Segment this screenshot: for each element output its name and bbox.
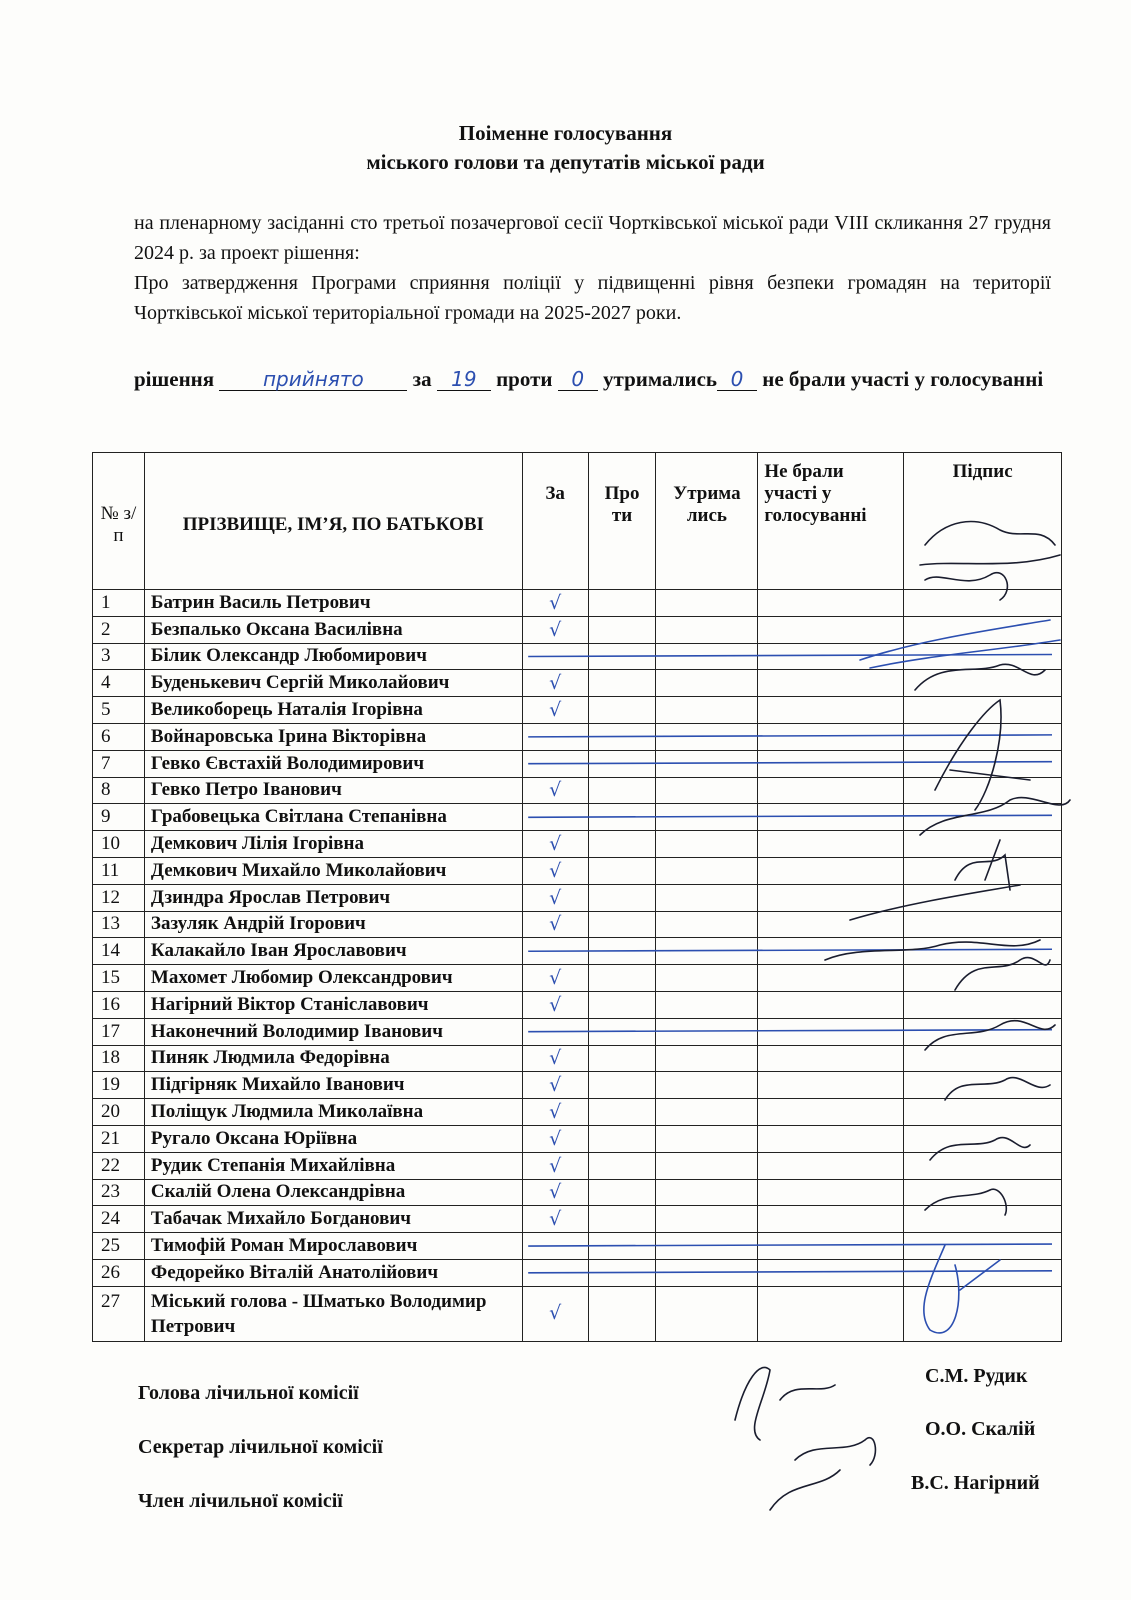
vote-not-voted-cell (758, 616, 904, 643)
vote-for-cell: √ (522, 1206, 588, 1233)
signature-cell (904, 1233, 1062, 1260)
member-name: Підгірняк Михайло Іванович (144, 1072, 522, 1099)
table-row (93, 643, 1062, 670)
vote-for-cell (522, 1018, 588, 1045)
member-name: Безпалько Оксана Василівна (144, 616, 522, 643)
for-label: за (412, 367, 432, 391)
signature-scribble (735, 1367, 835, 1440)
table-row (93, 831, 1062, 858)
vote-abstained-cell (656, 1018, 758, 1045)
table-row (93, 991, 1062, 1018)
vote-for-cell: √ (522, 1072, 588, 1099)
table-row (93, 938, 1062, 965)
table-row (93, 1045, 1062, 1072)
vote-not-voted-cell (758, 804, 904, 831)
table-row (93, 670, 1062, 697)
vote-not-voted-cell (758, 670, 904, 697)
signature-cell (904, 777, 1062, 804)
vote-for-cell: √ (522, 884, 588, 911)
against-label: проти (496, 367, 553, 391)
table-row (93, 750, 1062, 777)
vote-against-cell (588, 884, 656, 911)
table-row (93, 857, 1062, 884)
row-number: 21 (93, 1125, 145, 1152)
signature-cell (904, 804, 1062, 831)
vote-for-cell: √ (522, 831, 588, 858)
header-num: № з/п (93, 453, 145, 590)
row-number: 12 (93, 884, 145, 911)
vote-not-voted-cell (758, 750, 904, 777)
header-abstained: Утрима лись (656, 453, 758, 590)
vote-abstained-cell (656, 1125, 758, 1152)
row-number: 25 (93, 1233, 145, 1260)
member-name: Махомет Любомир Олександрович (144, 965, 522, 992)
member-name: Поліщук Людмила Миколаївна (144, 1099, 522, 1126)
vote-against-cell (588, 938, 656, 965)
member-name: Гевко Петро Іванович (144, 777, 522, 804)
vote-not-voted-cell (758, 991, 904, 1018)
signature-cell (904, 1259, 1062, 1286)
vote-for-cell: √ (522, 1125, 588, 1152)
vote-for-cell: √ (522, 1045, 588, 1072)
header-signature: Підпис (904, 453, 1062, 590)
signature-cell (904, 697, 1062, 724)
vote-against-cell (588, 1233, 656, 1260)
signature-cell (904, 857, 1062, 884)
vote-not-voted-cell (758, 857, 904, 884)
signature-cell (904, 616, 1062, 643)
vote-against-cell (588, 965, 656, 992)
table-row (93, 911, 1062, 938)
signature-cell (904, 1179, 1062, 1206)
vote-for-cell (522, 750, 588, 777)
vote-abstained-cell (656, 643, 758, 670)
document-title: Поіменне голосування (458, 121, 673, 145)
member-name: Наконечний Володимир Іванович (144, 1018, 522, 1045)
signature-cell (904, 831, 1062, 858)
row-number: 19 (93, 1072, 145, 1099)
vote-for-cell: √ (522, 857, 588, 884)
signature-cell (904, 911, 1062, 938)
signature-cell (904, 1099, 1062, 1126)
vote-against-cell (588, 670, 656, 697)
signature-cell (904, 750, 1062, 777)
vote-against-cell (588, 1072, 656, 1099)
abstained-count: 0 (717, 368, 757, 391)
table-row (93, 965, 1062, 992)
vote-not-voted-cell (758, 884, 904, 911)
member-name: Міський голова - Шматько Володимир Петрович (144, 1286, 522, 1341)
vote-abstained-cell (656, 750, 758, 777)
vote-abstained-cell (656, 670, 758, 697)
signature-cell (904, 590, 1062, 617)
vote-against-cell (588, 831, 656, 858)
abstained-label: утримались (603, 367, 718, 391)
table-row (93, 804, 1062, 831)
table-row (93, 1259, 1062, 1286)
member-name: В.С. Нагірний (911, 1472, 1040, 1494)
chair-label: Голова лічильної комісії (138, 1382, 359, 1404)
vote-against-cell (588, 1018, 656, 1045)
vote-abstained-cell (656, 965, 758, 992)
secretary-label: Секретар лічильної комісії (138, 1436, 383, 1458)
vote-not-voted-cell (758, 590, 904, 617)
row-number: 27 (93, 1286, 145, 1341)
vote-against-cell (588, 1286, 656, 1341)
vote-against-cell (588, 616, 656, 643)
vote-abstained-cell (656, 1099, 758, 1126)
vote-for-cell: √ (522, 777, 588, 804)
decision-label: рішення (134, 367, 215, 391)
not-voted-label: не брали участі у голосуванні (762, 367, 1044, 391)
vote-against-cell (588, 1099, 656, 1126)
vote-against-cell (588, 643, 656, 670)
signature-cell (904, 938, 1062, 965)
table-row (93, 616, 1062, 643)
vote-for-cell: √ (522, 1286, 588, 1341)
member-name: Тимофій Роман Мирославович (144, 1233, 522, 1260)
row-number: 5 (93, 697, 145, 724)
member-name: Рудик Степанія Михайлівна (144, 1152, 522, 1179)
vote-against-cell (588, 857, 656, 884)
vote-against-cell (588, 750, 656, 777)
signature-cell (904, 1125, 1062, 1152)
vote-against-cell (588, 777, 656, 804)
signature-scribble (795, 1438, 875, 1465)
vote-for-cell: √ (522, 1179, 588, 1206)
table-row (93, 1286, 1062, 1341)
signature-cell (904, 723, 1062, 750)
vote-abstained-cell (656, 616, 758, 643)
header-against: Про ти (588, 453, 656, 590)
row-number: 26 (93, 1259, 145, 1286)
vote-not-voted-cell (758, 1286, 904, 1341)
row-number: 20 (93, 1099, 145, 1126)
signature-cell (904, 1286, 1062, 1341)
row-number: 1 (93, 590, 145, 617)
vote-not-voted-cell (758, 1152, 904, 1179)
member-name: Скалій Олена Олександрівна (144, 1179, 522, 1206)
member-label: Член лічильної комісії (138, 1490, 343, 1512)
member-name: Демкович Михайло Миколайович (144, 857, 522, 884)
vote-for-cell (522, 723, 588, 750)
row-number: 24 (93, 1206, 145, 1233)
table-row (93, 1099, 1062, 1126)
table-row (93, 1179, 1062, 1206)
row-number: 22 (93, 1152, 145, 1179)
row-number: 17 (93, 1018, 145, 1045)
vote-for-cell: √ (522, 616, 588, 643)
decision-summary (134, 365, 1051, 393)
row-number: 6 (93, 723, 145, 750)
vote-against-cell (588, 697, 656, 724)
vote-for-cell (522, 1233, 588, 1260)
row-number: 4 (93, 670, 145, 697)
vote-not-voted-cell (758, 723, 904, 750)
header-for: За (522, 453, 588, 590)
chair-name: С.М. Рудик (925, 1365, 1028, 1387)
table-header-row (93, 453, 1062, 590)
vote-for-cell (522, 938, 588, 965)
vote-for-cell: √ (522, 670, 588, 697)
vote-for-cell: √ (522, 965, 588, 992)
vote-for-cell (522, 1259, 588, 1286)
vote-not-voted-cell (758, 1045, 904, 1072)
against-count: 0 (558, 368, 598, 391)
table-row (93, 723, 1062, 750)
vote-for-cell: √ (522, 911, 588, 938)
member-name: Великоборець Наталія Ігорівна (144, 697, 522, 724)
member-name: Грабовецька Світлана Степанівна (144, 804, 522, 831)
decision-value: прийнято (219, 368, 407, 391)
vote-for-cell: √ (522, 697, 588, 724)
member-name: Нагірний Віктор Станіславович (144, 991, 522, 1018)
vote-abstained-cell (656, 991, 758, 1018)
vote-for-cell: √ (522, 991, 588, 1018)
vote-against-cell (588, 1179, 656, 1206)
member-name: Федорейко Віталій Анатолійович (144, 1259, 522, 1286)
vote-not-voted-cell (758, 911, 904, 938)
signature-cell (904, 991, 1062, 1018)
signature-cell (904, 1206, 1062, 1233)
vote-for-cell (522, 643, 588, 670)
table-row (93, 1072, 1062, 1099)
signature-scribble (770, 1470, 840, 1510)
vote-not-voted-cell (758, 938, 904, 965)
vote-against-cell (588, 723, 656, 750)
member-name: Калакайло Іван Ярославович (144, 938, 522, 965)
signature-cell (904, 884, 1062, 911)
vote-abstained-cell (656, 804, 758, 831)
signature-cell (904, 965, 1062, 992)
member-name: Демкович Лілія Ігорівна (144, 831, 522, 858)
row-number: 11 (93, 857, 145, 884)
vote-for-cell: √ (522, 1152, 588, 1179)
row-number: 7 (93, 750, 145, 777)
session-info: на пленарному засіданні сто третьої позачергової сесії Чортківської міської ради VIII скликання 27 грудня 2024 р. за проект рішення: (134, 212, 1051, 264)
document-subtitle: міського голови та депутатів міської ради (366, 150, 765, 174)
vote-not-voted-cell (758, 965, 904, 992)
vote-against-cell (588, 991, 656, 1018)
signature-cell (904, 670, 1062, 697)
signature-cell (904, 643, 1062, 670)
secretary-name: О.О. Скалій (925, 1418, 1036, 1440)
vote-for-cell: √ (522, 1099, 588, 1126)
vote-abstained-cell (656, 1179, 758, 1206)
vote-for-cell (522, 804, 588, 831)
vote-for-cell: √ (522, 590, 588, 617)
roll-call-table (92, 452, 1062, 1342)
vote-not-voted-cell (758, 1206, 904, 1233)
row-number: 2 (93, 616, 145, 643)
signature-cell (904, 1072, 1062, 1099)
vote-abstained-cell (656, 831, 758, 858)
vote-not-voted-cell (758, 1233, 904, 1260)
vote-against-cell (588, 1152, 656, 1179)
row-number: 16 (93, 991, 145, 1018)
member-name: Буденькевич Сергій Миколайович (144, 670, 522, 697)
vote-not-voted-cell (758, 643, 904, 670)
row-number: 10 (93, 831, 145, 858)
member-name: Батрин Василь Петрович (144, 590, 522, 617)
vote-abstained-cell (656, 1045, 758, 1072)
vote-abstained-cell (656, 723, 758, 750)
row-number: 8 (93, 777, 145, 804)
signature-cell (904, 1018, 1062, 1045)
vote-against-cell (588, 911, 656, 938)
member-name: Дзиндра Ярослав Петрович (144, 884, 522, 911)
vote-abstained-cell (656, 857, 758, 884)
vote-against-cell (588, 1259, 656, 1286)
row-number: 3 (93, 643, 145, 670)
row-number: 13 (93, 911, 145, 938)
vote-abstained-cell (656, 777, 758, 804)
draft-decision-title: Про затвердження Програми сприяння поліції у підвищенні рівня безпеки громадян на території Чортківської міської територіальної громади на 2025-2027 роки. (134, 272, 1051, 324)
table-row (93, 1233, 1062, 1260)
row-number: 23 (93, 1179, 145, 1206)
member-name: Пиняк Людмила Федорівна (144, 1045, 522, 1072)
vote-not-voted-cell (758, 1099, 904, 1126)
table-row (93, 1206, 1062, 1233)
member-name: Гевко Євстахій Володимирович (144, 750, 522, 777)
table-row (93, 1125, 1062, 1152)
vote-not-voted-cell (758, 1018, 904, 1045)
vote-against-cell (588, 1206, 656, 1233)
vote-not-voted-cell (758, 831, 904, 858)
vote-abstained-cell (656, 1152, 758, 1179)
table-row (93, 884, 1062, 911)
vote-not-voted-cell (758, 777, 904, 804)
signature-cell (904, 1045, 1062, 1072)
table-row (93, 697, 1062, 724)
vote-not-voted-cell (758, 1125, 904, 1152)
row-number: 15 (93, 965, 145, 992)
for-count: 19 (437, 368, 491, 391)
table-row (93, 777, 1062, 804)
vote-abstained-cell (656, 884, 758, 911)
vote-abstained-cell (656, 1259, 758, 1286)
member-name: Табачак Михайло Богданович (144, 1206, 522, 1233)
vote-not-voted-cell (758, 1179, 904, 1206)
table-row (93, 1018, 1062, 1045)
member-name: Білик Олександр Любомирович (144, 643, 522, 670)
vote-abstained-cell (656, 911, 758, 938)
row-number: 18 (93, 1045, 145, 1072)
table-row (93, 1152, 1062, 1179)
row-number: 9 (93, 804, 145, 831)
table-row (93, 590, 1062, 617)
header-not-voted: Не брали участі у голосуванні (758, 453, 904, 590)
vote-abstained-cell (656, 1206, 758, 1233)
vote-against-cell (588, 590, 656, 617)
row-number: 14 (93, 938, 145, 965)
member-name: Ругало Оксана Юріївна (144, 1125, 522, 1152)
session-description (134, 208, 1051, 328)
header-name: ПРІЗВИЩЕ, ІМ’Я, ПО БАТЬКОВІ (144, 453, 522, 590)
vote-not-voted-cell (758, 1072, 904, 1099)
vote-not-voted-cell (758, 1259, 904, 1286)
vote-abstained-cell (656, 1072, 758, 1099)
signature-cell (904, 1152, 1062, 1179)
vote-abstained-cell (656, 938, 758, 965)
vote-abstained-cell (656, 1286, 758, 1341)
vote-abstained-cell (656, 697, 758, 724)
vote-not-voted-cell (758, 697, 904, 724)
vote-against-cell (588, 1045, 656, 1072)
vote-against-cell (588, 1125, 656, 1152)
vote-against-cell (588, 804, 656, 831)
member-name: Войнаровська Ірина Вікторівна (144, 723, 522, 750)
member-name: Зазуляк Андрій Ігорович (144, 911, 522, 938)
vote-abstained-cell (656, 590, 758, 617)
vote-abstained-cell (656, 1233, 758, 1260)
